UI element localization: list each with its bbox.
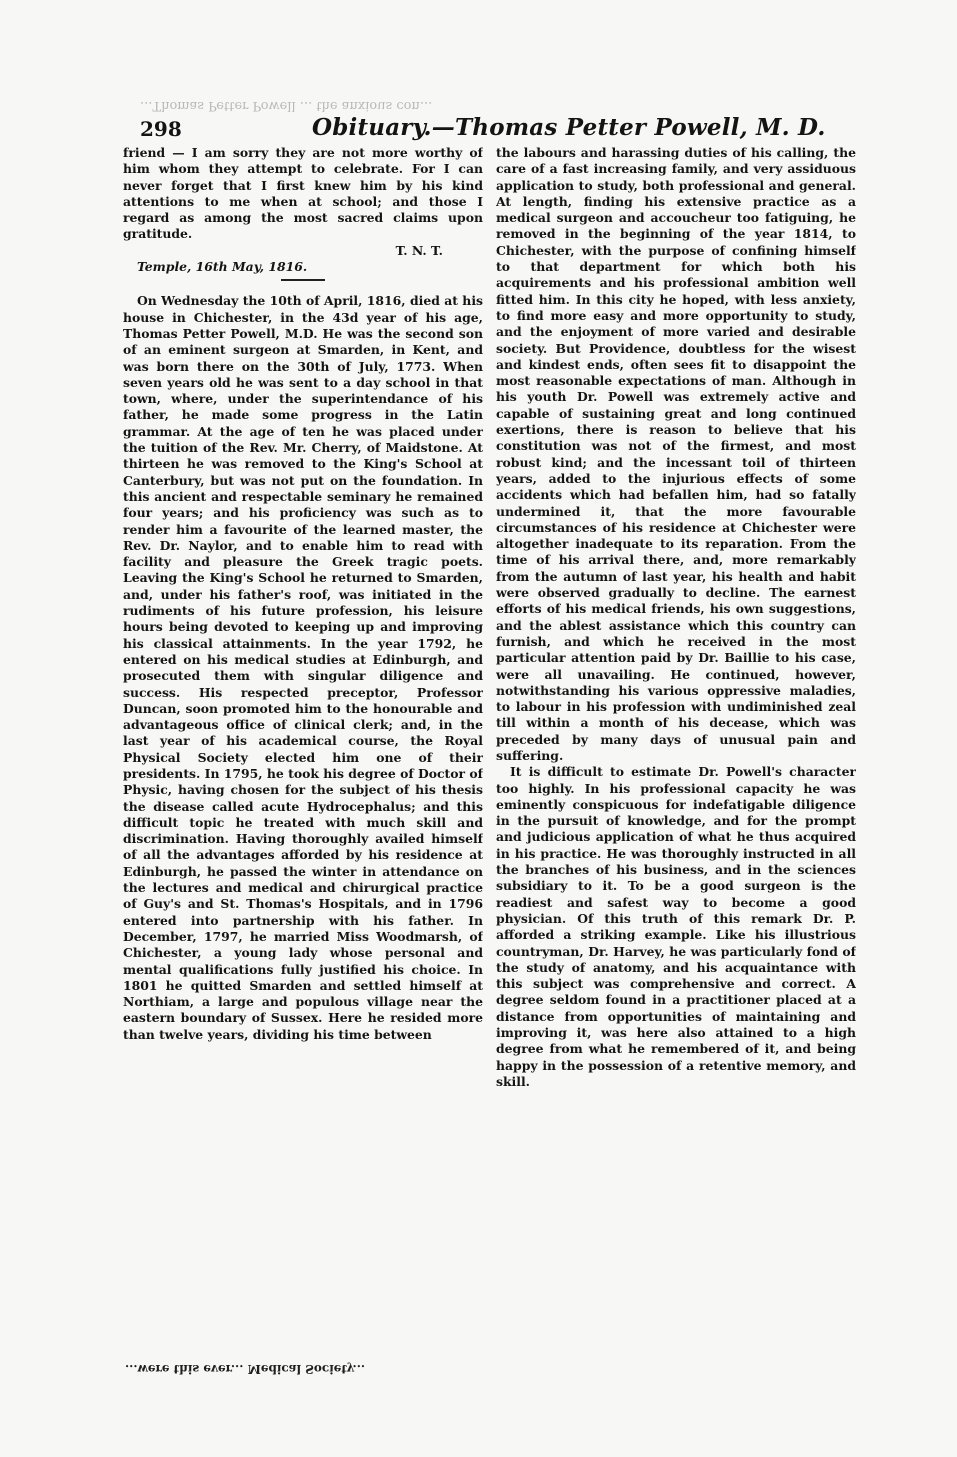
bleed-through-text-bottom: ...were this ever... Medical Society...	[125, 1362, 366, 1376]
intro-paragraph: friend — I am sorry they are not more worthy of him whom they attempt to celebrate. For I can never forget that I first knew him by his kind attentions to me when at school; and those I regard as among the most sacred claims upon gratitude.	[123, 145, 483, 242]
page-number: 298	[140, 117, 182, 141]
running-head: Obituary.—Thomas Petter Powell, M. D.	[312, 114, 826, 141]
left-column	[123, 145, 483, 1360]
right-column	[496, 145, 856, 1360]
obituary-paragraph: On Wednesday the 10th of April, 1816, died at his house in Chichester, in the 43d year of his age, Thomas Petter Powell, M.D. He was the second son of an eminent surgeon at Smarden, in Kent, and was born there on the 30th of July, 1773. When seven years old he was sent to a day school in that town, where, under the superintendance of his father, he made some progress in the Latin grammar. At the age of ten he was placed under the tuition of the Rev. Mr. Cherry, of Maidstone. At thirteen he was removed to the King's School at Canterbury, but was not put on the foundation. In this ancient and respectable seminary he remained four years; and his proficiency was such as to render him a favourite of the learned master, the Rev. Dr. Naylor, and to enable him to read with facility and pleasure the Greek tragic poets. Leaving the King's School he returned to Smarden, and, under his father's roof, was initiated in the rudiments of his future profession, his leisure hours being devoted to keeping up and improving his classical attainments. In the year 1792, he entered on his medical studies at Edinburgh, and prosecuted them with singular diligence and success. His respected preceptor, Professor Duncan, soon promoted him to the honourable and advantageous office of clinical clerk; and, in the last year of his academical course, the Royal Physical Society elected him one of their presidents. In 1795, he took his degree of Doctor of Physic, having chosen for the subject of his thesis the disease called acute Hydrocephalus; and this difficult topic he treated with much skill and discrimination. Having thoroughly availed himself of all the advantages afforded by his residence at Edinburgh, he passed the winter in attendance on the lectures and medical and chirurgical practice of Guy's and St. Thomas's Hospitals, and in 1796 entered into partnership with his father. In December, 1797, he married Miss Woodmarsh, of Chichester, a young lady whose personal and mental qualifications fully justified his choice. In 1801 he quitted Smarden and settled himself at Northiam, a large and populous village near the eastern boundary of Sussex. Here he resided more than twelve years, dividing his time between	[123, 293, 483, 1042]
bleed-through-text-top: ...Thomas Petter Powell ... the anxious con...	[140, 98, 433, 113]
character-paragraph: It is difficult to estimate Dr. Powell's character too highly. In his professional capacity he was eminently conspicuous for indefatigable diligence in the pursuit of knowledge, and for the prompt and judicious application of what he thus acquired in his practice. He was thoroughly instructed in all the branches of his business, and in the sciences subsidiary to it. To be a good surgeon is the readiest and safest way to become a good physician. Of this truth of this remark Dr. P. afforded a striking example. Like his illustrious countryman, Dr. Harvey, he was particularly fond of the study of anatomy, and his acquaintance with this subject was comprehensive and correct. A degree seldom found in a practitioner placed at a distance from opportunities of maintaining and improving it, was here also attained to a high degree from what he remembered of it, and being happy in the possession of a retentive memory, and skill.	[496, 764, 856, 1089]
section-rule	[281, 279, 325, 281]
dateline: Temple, 16th May, 1816.	[137, 259, 308, 275]
continued-paragraph: the labours and harassing duties of his calling, the care of a fast increasing family, and very assiduous application to study, both professional and general. At length, finding his extensive practice as a medical surgeon and accoucheur too fatiguing, he removed in the beginning of the year 1814, to Chichester, with the purpose of confining himself to that department for which both his acquirements and his professional ambition well fitted him. In this city he hoped, with less anxiety, to find more easy and more opportunity to study, and the enjoyment of more varied and desirable society. But Providence, doubtless for the wisest and kindest ends, often sees fit to disappoint the most reasonable expectations of man. Although in his youth Dr. Powell was extremely active and capable of sustaining great and long continued exertions, there is reason to believe that his constitution was not of the firmest, and most robust kind; and the incessant toil of thirteen years, added to the injurious effects of some accidents which had befallen him, had so fatally undermined it, that the more favourable circumstances of his residence at Chichester were altogether inadequate to its reparation. From the time of his arrival there, and, more remarkably from the autumn of last year, his health and habit were observed gradually to decline. The earnest efforts of his medical friends, his own suggestions, and the ablest assistance which this country can furnish, and which he received in the most particular attention paid by Dr. Baillie to his case, were all unavailing. He continued, however, notwithstanding his various oppressive maladies, to labour in his profession with undiminished zeal till within a month of his decease, which was preceded by many days of unusual pain and suffering.	[496, 145, 856, 763]
signature: T. N. T.	[395, 242, 443, 258]
